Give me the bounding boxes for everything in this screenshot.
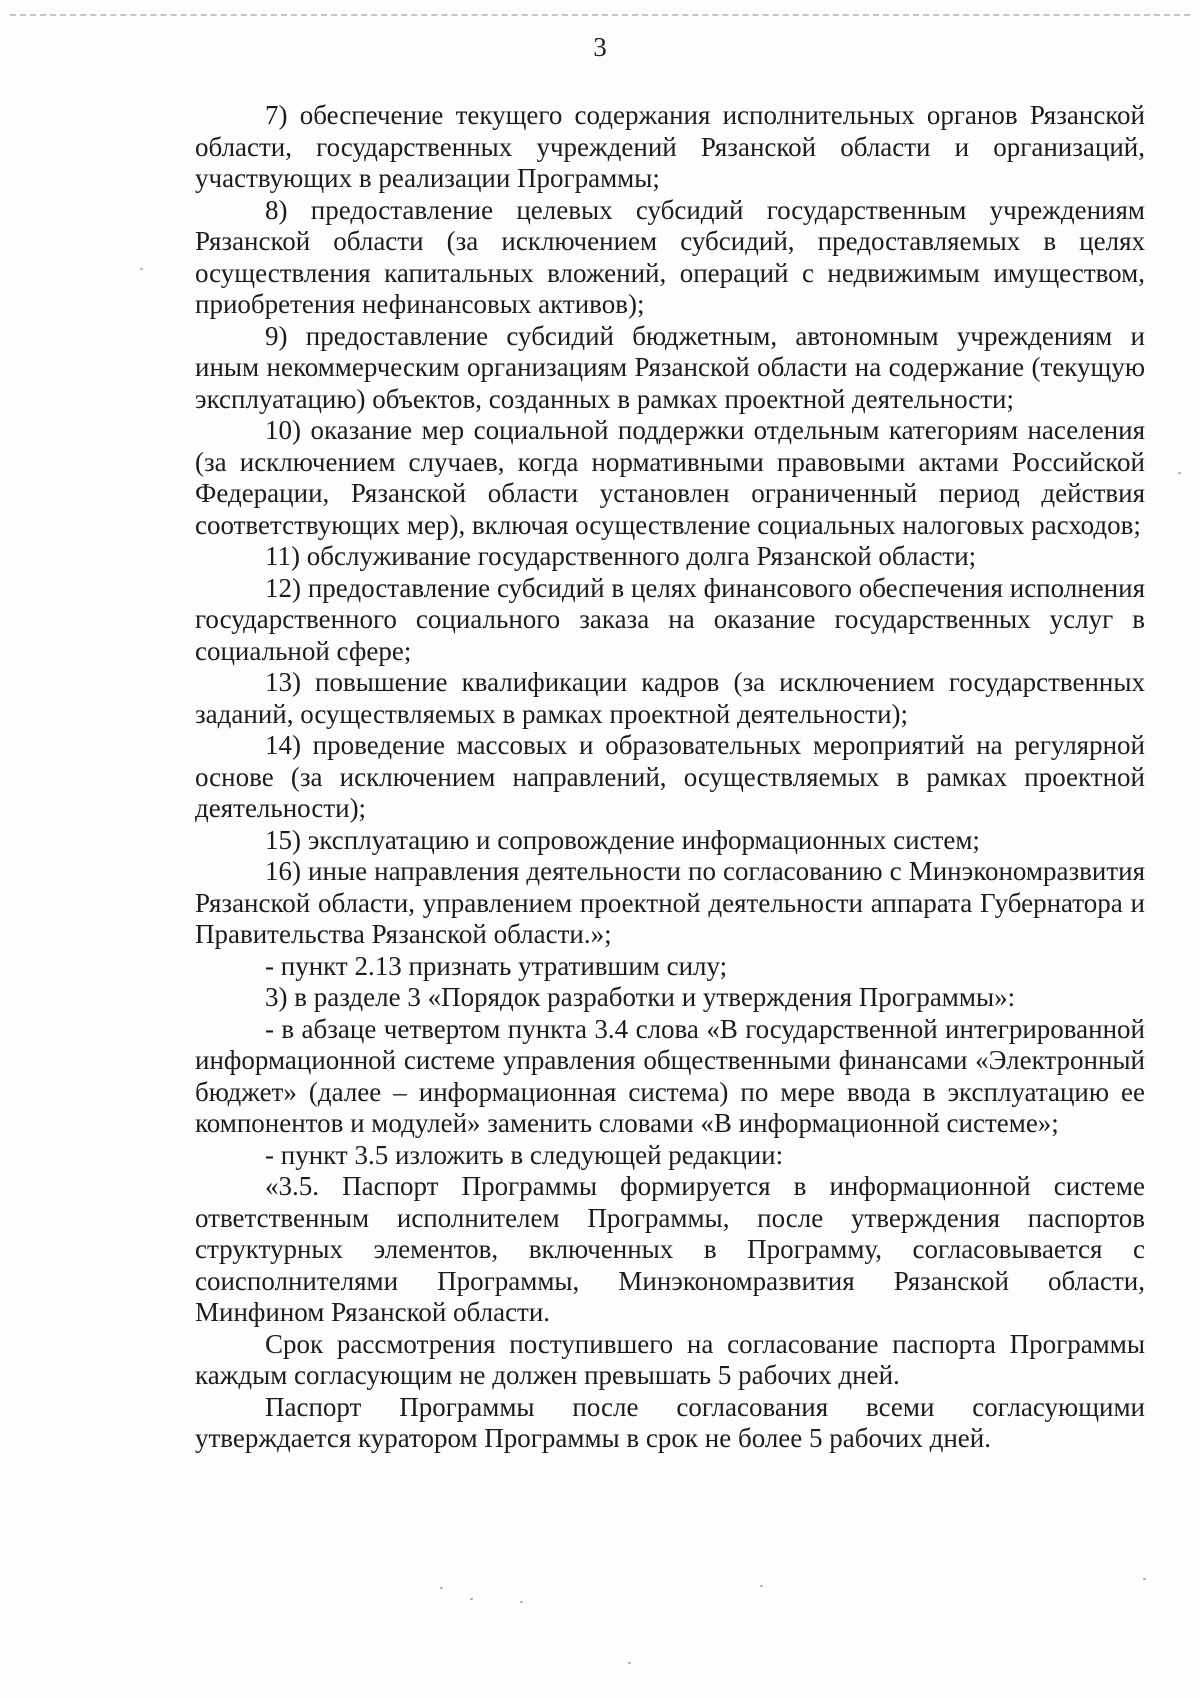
paragraph-point-3-4: - в абзаце четвертом пункта 3.4 слова «В государственной интегрированной информационной системе управления общественными финансами «Электронный бюджет» (далее – информационная система) по мере ввода в эксплуатацию ее компонентов и модулей» заменить словами «В информационной системе»; <box>195 1013 1145 1138</box>
paragraph-section-3: 3) в разделе 3 «Порядок разработки и утверждения Программы»: <box>265 982 1016 1012</box>
scan-edge-artifact <box>10 14 1190 16</box>
paragraph-item-12: 12) предоставление субсидий в целях финансового обеспечения исполнения государственного социального заказа на оказание государственных услуг в социальной сфере; <box>195 572 1145 666</box>
paragraph-point-3-5: «3.5. Паспорт Программы формируется в информационной системе ответственным исполнителем Программы, после утверждения паспортов структурных элементов, включенных в Программу, согласовывается с соисполнителями Программы, Минэкономразвития Рязанской области, Минфином Рязанской области. <box>195 1171 1145 1327</box>
paragraph-item-7: 7) обеспечение текущего содержания исполнительных органов Рязанской области, государственных учреждений Рязанской области и организаций, участвующих в реализации Программы; <box>195 100 1145 193</box>
paragraph-approval: Паспорт Программы после согласования всеми согласующими утверждается куратором Программы в срок не более 5 рабочих дней. <box>195 1391 1145 1453</box>
paragraph-point-3-5-intro: - пункт 3.5 изложить в следующей редакции: <box>265 1139 784 1170</box>
paragraph-item-13: 13) повышение квалификации кадров (за исключением государственных заданий, осуществляемых в рамках проектной деятельности); <box>195 667 1145 729</box>
paragraph-item-9: 9) предоставление субсидий бюджетным, автономным учреждениям и иным некоммерческим организациям Рязанской области на содержание (текущую эксплуатацию) объектов, созданных в рамках проектной деятельности; <box>195 320 1145 414</box>
paragraph-point-2-13: - пункт 2.13 признать утратившим силу; <box>265 950 728 981</box>
paragraph-item-10: 10) оказание мер социальной поддержки отдельным категориям населения (за исключением случаев, когда нормативными правовыми актами Российской Федерации, Рязанской области установлен ограниченный период действия соответствующих мер), включая осуществление социальных налоговых расходов; <box>195 415 1145 540</box>
page-number: 3 <box>593 32 607 62</box>
document-body <box>195 100 1145 1455</box>
paragraph-item-16: 16) иные направления деятельности по согласованию с Минэкономразвития Рязанской области, управлением проектной деятельности аппарата Губернатора и Правительства Рязанской области.»; <box>195 856 1145 949</box>
paragraph-review-term: Срок рассмотрения поступившего на согласование паспорта Программы каждым согласующим не должен превышать 5 рабочих дней. <box>195 1328 1145 1390</box>
paragraph-item-15: 15) эксплуатацию и сопровождение информационных систем; <box>265 824 980 855</box>
paragraph-item-11: 11) обслуживание государственного долга Рязанской области; <box>265 541 977 571</box>
paragraph-item-14: 14) проведение массовых и образовательных мероприятий на регулярной основе (за исключением направлений, осуществляемых в рамках проектной деятельности); <box>195 730 1145 823</box>
paragraph-item-8: 8) предоставление целевых субсидий государственным учреждениям Рязанской области (за исключением субсидий, предоставляемых в целях осуществления капитальных вложений, операций с недвижимым имуществом, приобретения нефинансовых активов); <box>195 194 1145 319</box>
